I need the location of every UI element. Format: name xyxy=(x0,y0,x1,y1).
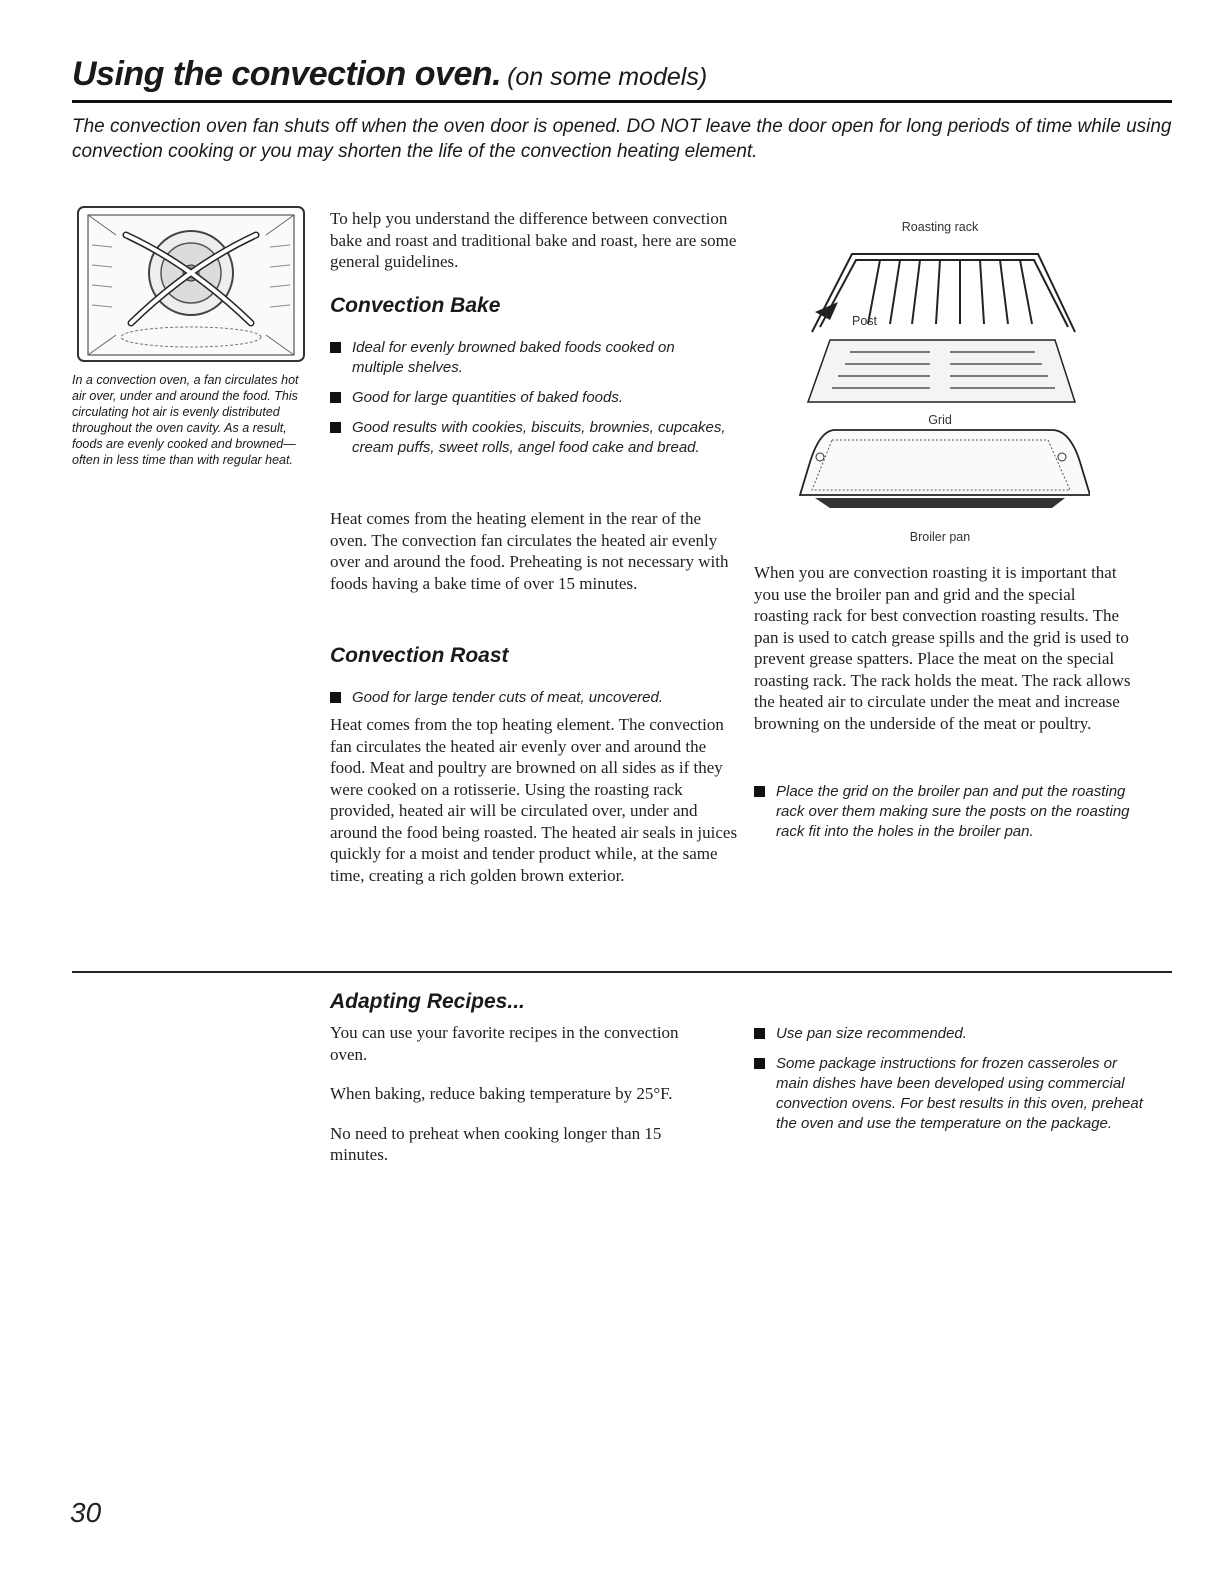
page-number: 30 xyxy=(70,1497,102,1528)
bullet-square-icon xyxy=(330,692,341,703)
adapting-paragraph: When baking, reduce baking temperature by 25°F. xyxy=(330,1084,673,1103)
grid-label: Grid xyxy=(928,413,952,427)
oven-figure-caption: In a convection oven, a fan circulates hot air over, under and around the food. This circulating hot air is evenly distributed throughout the oven cavity. As a result, foods are evenly cooked and browned—often in less time than with regular heat. xyxy=(72,373,299,467)
bullet-square-icon xyxy=(330,342,341,353)
list-item: Some package instructions for frozen casseroles or main dishes have been developed using commercial convection ovens. For best results in this oven, preheat the oven and use the temperature on the package. xyxy=(754,1054,1144,1134)
convection-bake-paragraph: Heat comes from the heating element in the rear of the oven. The convection fan circulates the heated air evenly over and around the food. Preheating is not necessary with foods having a bake time of over 15 minutes. xyxy=(330,509,729,593)
intro-paragraph: To help you understand the difference between convection bake and roast and traditional bake and roast, here are some general guidelines. xyxy=(330,209,737,271)
bullet-square-icon xyxy=(330,392,341,403)
bullet-square-icon xyxy=(754,786,765,797)
bullet-square-icon xyxy=(754,1028,765,1039)
adapting-recipes-paragraphs xyxy=(330,1022,710,1184)
roasting-info-list xyxy=(754,782,1144,852)
page-title: Using the convection oven. xyxy=(72,55,502,93)
adapting-paragraph: No need to preheat when cooking longer than 15 minutes. xyxy=(330,1123,662,1164)
list-item: Ideal for evenly browned baked foods cooked on multiple shelves. xyxy=(330,338,730,378)
broiler-pan-label: Broiler pan xyxy=(909,530,971,544)
list-item: Good for large quantities of baked foods. xyxy=(330,388,730,408)
convection-bake-heading: Convection Bake xyxy=(330,294,501,317)
warning-text: The convection oven fan shuts off when the oven door is opened. DO NOT leave the door open for long periods of time while using convection cooking or you may shorten the life of the convection heating element. xyxy=(72,116,1172,162)
bullet-square-icon xyxy=(754,1058,765,1069)
roasting-rack-illustration xyxy=(790,212,1090,552)
convection-roast-paragraph: Heat comes from the top heating element. The convection fan circulates the heated air evenly over and around the food. Meat and poultry are browned on all sides as if they were cooked on a rotisserie. Using the roasting rack provided, heated air will be circulated over, under and around the food being roasted. The heated air seals in juices quickly for a moist and tender product while, at the same time, creating a rich golden brown exterior. xyxy=(330,715,738,885)
page-header xyxy=(72,55,1172,95)
list-item: Good for large tender cuts of meat, uncovered. xyxy=(330,688,730,708)
adapting-recipes-heading: Adapting Recipes... xyxy=(330,990,525,1013)
roasting-rack-label: Roasting rack xyxy=(901,220,979,234)
list-item: Good results with cookies, biscuits, brownies, cupcakes, cream puffs, sweet rolls, angel food cake and bread. xyxy=(330,418,730,458)
convection-oven-fan-illustration xyxy=(76,205,306,363)
page-subtitle: (on some models) xyxy=(507,63,708,91)
adapting-recipes-list xyxy=(754,1024,1144,1144)
convection-roast-heading: Convection Roast xyxy=(330,644,509,667)
convection-bake-list xyxy=(330,338,730,468)
post-label: Post xyxy=(852,314,878,328)
roasting-info-paragraph: When you are convection roasting it is important that you use the broiler pan and grid and the special roasting rack for best convection roasting results. The pan is used to catch grease spills and the grid is used to prevent grease spatters. Place the meat on the special roasting rack. The rack holds the meat. The rack allows the heated air to circulate under the meat and increase browning on the underside of the meat or poultry. xyxy=(754,563,1131,733)
title-divider xyxy=(72,100,1172,103)
section-divider xyxy=(72,971,1172,973)
list-item: Place the grid on the broiler pan and put the roasting rack over them making sure the posts on the roasting rack fit into the holes in the broiler pan. xyxy=(754,782,1144,842)
bullet-square-icon xyxy=(330,422,341,433)
list-item: Use pan size recommended. xyxy=(754,1024,1144,1044)
adapting-paragraph: You can use your favorite recipes in the convection oven. xyxy=(330,1023,679,1064)
